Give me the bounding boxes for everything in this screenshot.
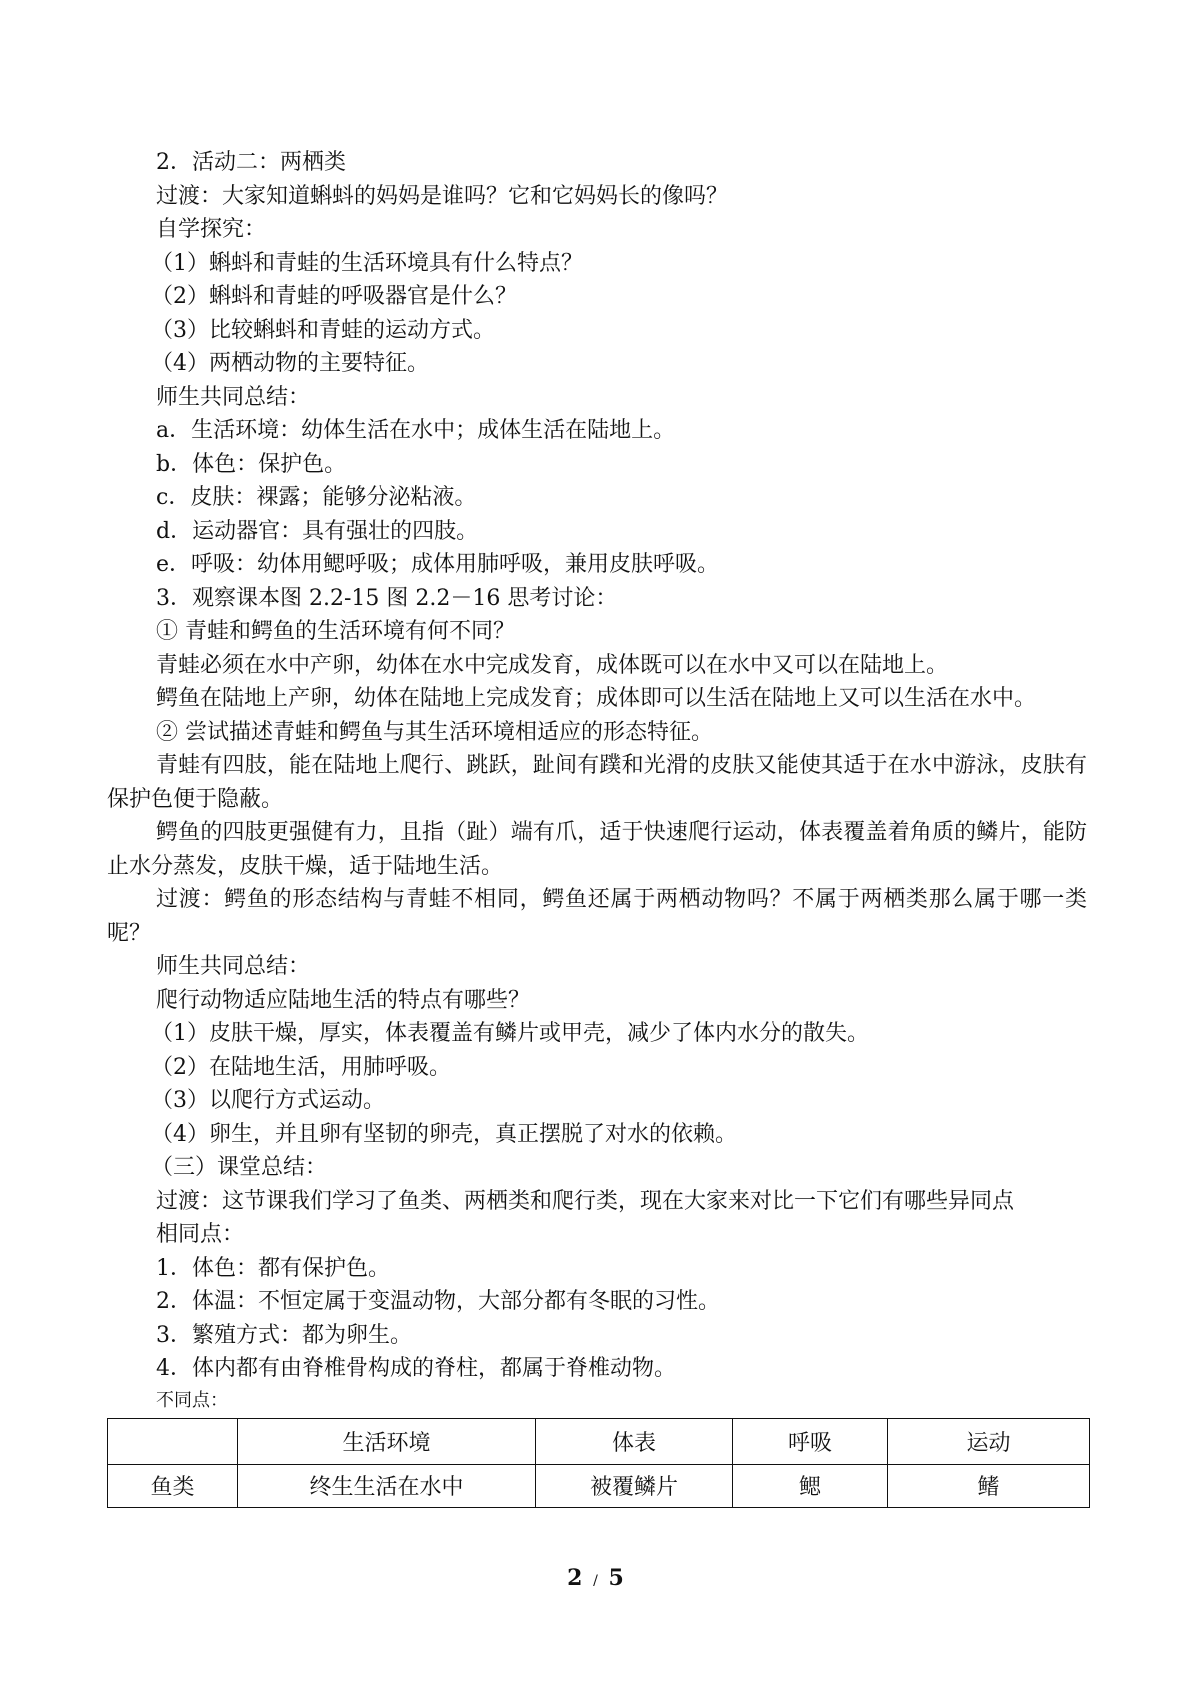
paragraph: d．运动器官：具有强壮的四肢。 [156,518,479,544]
paragraph: （2）蝌蚪和青蛙的呼吸器官是什么？ [151,284,517,309]
paragraph: 鳄鱼的四肢更强健有力，且指（趾）端有爪，适于快速爬行运动，体表覆盖着角质的鳞片，能防止水分蒸发，皮肤干燥，适于陆地生活。 [107,820,1087,879]
table-cell: 鳃 [733,1464,888,1507]
paragraph: 2．体温：不恒定属于变温动物，大部分都有冬眠的习性。 [156,1289,720,1314]
table-header-cell: 运动 [888,1418,1090,1464]
table-row [108,1464,1090,1507]
paragraph: a．生活环境：幼体生活在水中；成体生活在陆地上。 [156,418,676,443]
paragraph: 过渡：大家知道蝌蚪的妈妈是谁吗？它和它妈妈长的像吗？ [156,183,729,209]
table-cell: 鳍 [888,1464,1090,1507]
table-cell: 终生生活在水中 [238,1464,536,1507]
paragraph: 3．观察课本图 2.2-15 图 2.2－16 思考讨论： [156,585,618,611]
paragraph: 4．体内都有由脊椎骨构成的脊柱，都属于脊椎动物。 [156,1356,676,1381]
paragraph: （3）以爬行方式运动。 [151,1088,385,1113]
table-header-cell: 呼吸 [733,1418,888,1464]
paragraph: （3）比较蝌蚪和青蛙的运动方式。 [151,317,495,343]
table-header-cell: 生活环境 [238,1418,536,1464]
paragraph: 1．体色：都有保护色。 [156,1255,390,1281]
table-header-row [108,1418,1090,1464]
document-body [107,146,1087,1508]
current-page: 2 [567,1565,583,1591]
total-pages: 5 [608,1565,624,1591]
paragraph: 自学探究： [156,217,267,242]
paragraph: b．体色：保护色。 [156,451,347,477]
table-cell: 鱼类 [108,1464,238,1507]
paragraph: （1）皮肤干燥，厚实，体表覆盖有鳞片或甲壳，减少了体内水分的散失。 [151,1021,869,1046]
paragraph: 过渡：鳄鱼的形态结构与青蛙不相同，鳄鱼还属于两栖动物吗？不属于两栖类那么属于哪一类呢？ [107,887,1087,946]
paragraph: ② 尝试描述青蛙和鳄鱼与其生活环境相适应的形态特征。 [156,719,713,745]
paragraph: 2．活动二：两栖类 [156,150,346,175]
table-label: 不同点： [156,1389,228,1411]
paragraph: 青蛙必须在水中产卵，幼体在水中完成发育，成体既可以在水中又可以在陆地上。 [156,652,949,678]
paragraph: 青蛙有四肢，能在陆地上爬行、跳跃，趾间有蹼和光滑的皮肤又能使其适于在水中游泳，皮肤有保护色便于隐蔽。 [107,753,1087,812]
paragraph: 爬行动物适应陆地生活的特点有哪些？ [156,987,531,1013]
paragraph: （4）两栖动物的主要特征。 [151,351,429,376]
paragraph: 师生共同总结： [156,384,311,410]
paragraph: 鳄鱼在陆地上产卵，幼体在陆地上完成发育；成体即可以生活在陆地上又可以生活在水中。 [156,686,1037,711]
table-cell: 被覆鳞片 [536,1464,733,1507]
table-header-cell: 体表 [536,1418,733,1464]
page-separator: / [593,1573,598,1589]
paragraph: （2）在陆地生活，用肺呼吸。 [151,1054,451,1080]
paragraph: （1）蝌蚪和青蛙的生活环境具有什么特点？ [151,250,583,276]
paragraph: 相同点： [156,1222,245,1247]
table-header-cell [108,1418,238,1464]
paragraph: （4）卵生，并且卵有坚韧的卵壳，真正摆脱了对水的依赖。 [151,1121,737,1147]
paragraph: e．呼吸：幼体用鳃呼吸；成体用肺呼吸，兼用皮肤呼吸。 [156,552,720,577]
paragraph: c．皮肤：裸露；能够分泌粘液。 [156,485,477,510]
paragraph: （三）课堂总结： [151,1155,328,1180]
paragraph: ① 青蛙和鳄鱼的生活环境有何不同？ [156,619,515,644]
comparison-table [107,1418,1090,1508]
paragraph: 师生共同总结： [156,954,311,979]
paragraph: 过渡：这节课我们学习了鱼类、两栖类和爬行类，现在大家来对比一下它们有哪些异同点 [156,1188,1015,1214]
paragraph: 3．繁殖方式：都为卵生。 [156,1322,412,1348]
page-number [0,1565,1191,1591]
